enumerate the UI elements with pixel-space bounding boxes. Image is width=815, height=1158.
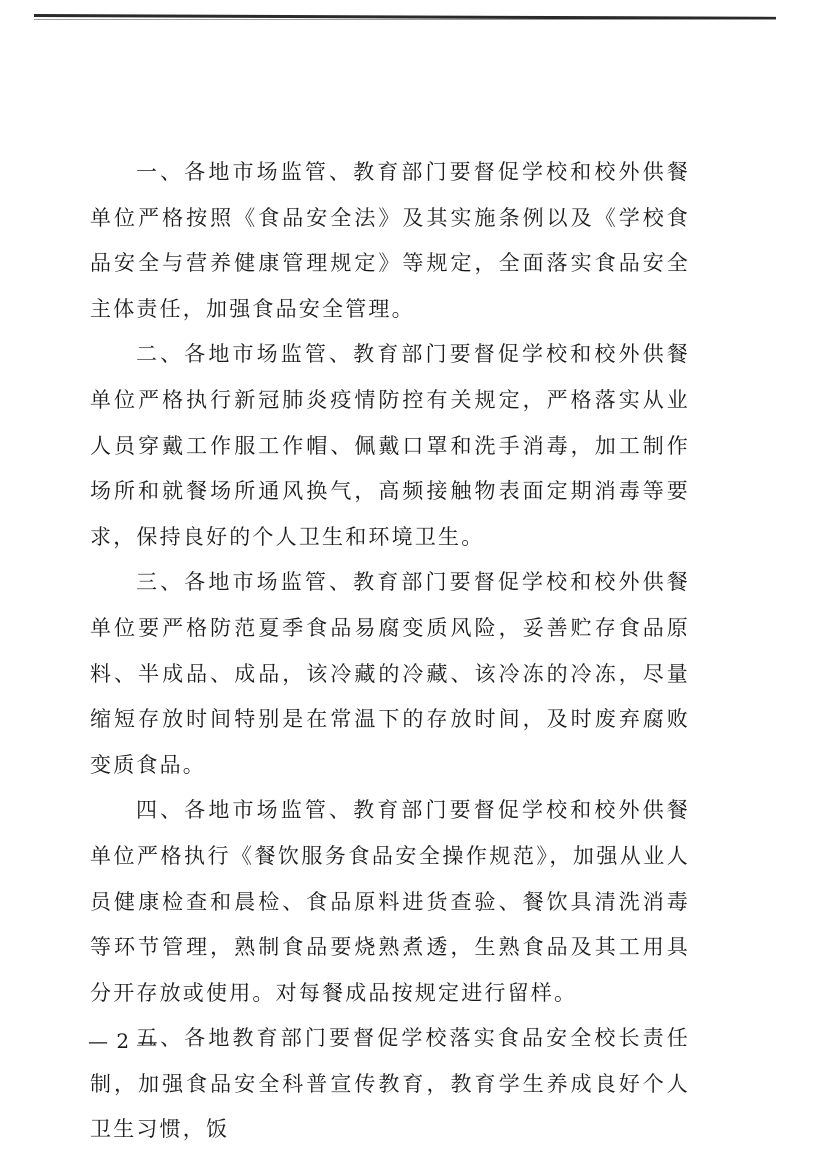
paragraph-1: 一、各地市场监管、教育部门要督促学校和校外供餐单位严格按照《食品安全法》及其实施条例以及《学校食品安全与营养健康管理规定》等规定，全面落实食品安全主体责任，加强食品安全管理。 bbox=[90, 160, 690, 321]
paragraph-5: 五、各地教育部门要督促学校落实食品安全校长责任制，加强食品安全科普宣传教育，教育学生养成良好个人卫生习惯，饭 bbox=[90, 1026, 690, 1142]
page-number: — 2 — bbox=[88, 1029, 159, 1053]
paragraph-4: 四、各地市场监管、教育部门要督促学校和校外供餐单位严格执行《餐饮服务食品安全操作规范》，加强从业人员健康检查和晨检、食品原料进货查验、餐饮具清洗消毒等环节管理，熟制食品要烧熟煮透，生熟食品及其工用具分开存放或使用。对每餐成品按规定进行留样。 bbox=[90, 798, 690, 1005]
paragraph-3: 三、各地市场监管、教育部门要督促学校和校外供餐单位要严格防范夏季食品易腐变质风险，妥善贮存食品原料、半成品、成品，该冷藏的冷藏、该冷冻的冷冻，尽量缩短存放时间特别是在常温下的存放时间，及时废弃腐败变质食品。 bbox=[90, 570, 690, 777]
header-rule-thin bbox=[34, 19, 776, 20]
paragraph-2: 二、各地市场监管、教育部门要督促学校和校外供餐单位严格执行新冠肺炎疫情防控有关规定，严格落实从业人员穿戴工作服工作帽、佩戴口罩和洗手消毒，加工制作场所和就餐场所通风换气，高频接触物表面定期消毒等要求，保持良好的个人卫生和环境卫生。 bbox=[90, 342, 690, 549]
document-body bbox=[90, 150, 690, 1153]
